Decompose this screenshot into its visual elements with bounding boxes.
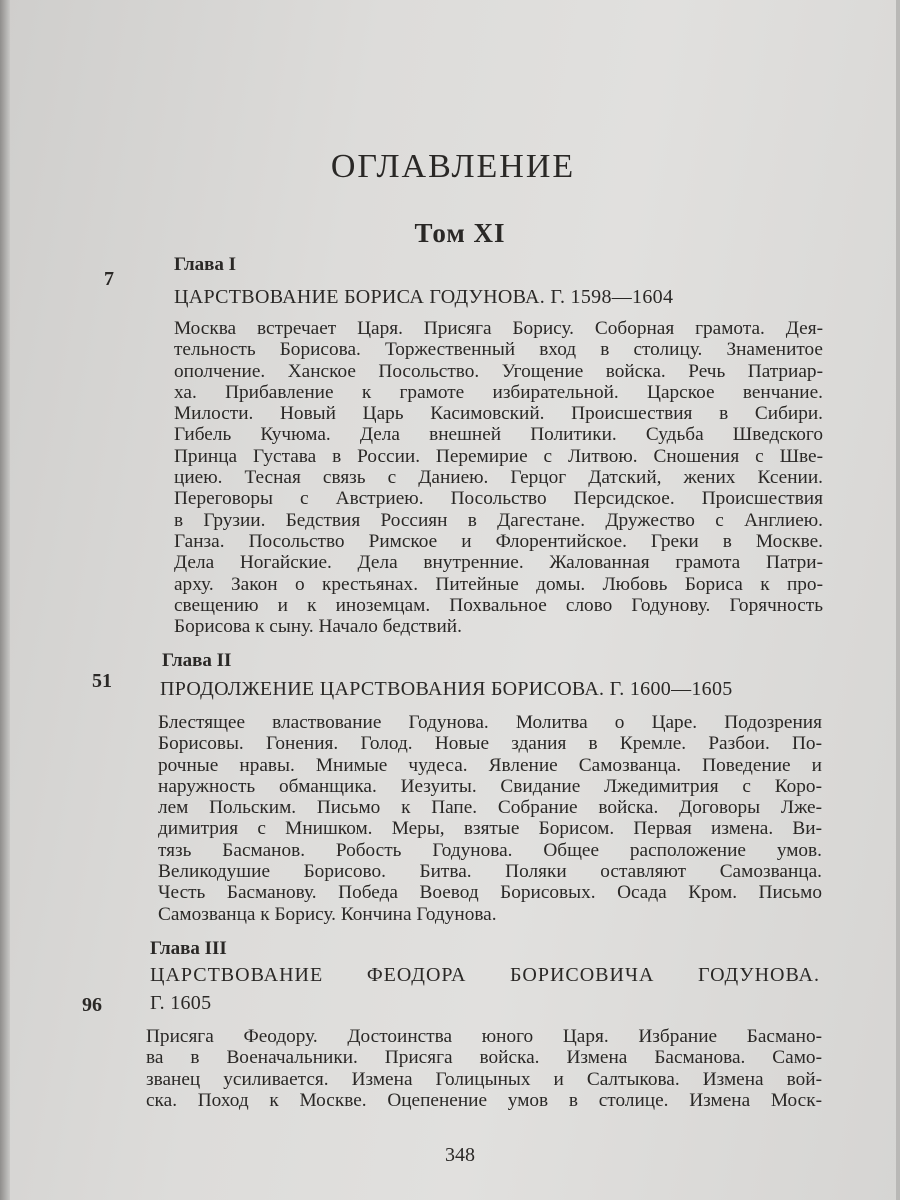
- chapter-3-title-continued: Г. 1605: [150, 992, 212, 1014]
- chapter-2-summary: [158, 712, 822, 925]
- summary-line: Честь Басманову. Победа Воевод Борисовых. Осада Кром. Письмо: [158, 882, 822, 904]
- summary-line: Переговоры с Австриею. Посольство Персидское. Происшествия: [174, 488, 823, 510]
- summary-line: циею. Тесная связь с Даниею. Герцог Датский, жених Ксении.: [174, 467, 823, 489]
- summary-line: Борисовы. Гонения. Голод. Новые здания в Кремле. Разбои. По-: [158, 733, 822, 755]
- chapter-3-summary: [146, 1026, 822, 1111]
- summary-line: димитрия с Мнишком. Меры, взятые Борисом. Первая измена. Ви-: [158, 818, 822, 840]
- summary-line: рочные нравы. Мнимые чудеса. Явление Самозванца. Поведение и: [158, 754, 822, 776]
- summary-line: Борисова к сыну. Начало бедствий.: [174, 616, 462, 638]
- page-heading: ОГЛАВЛЕНИЕ: [330, 148, 576, 185]
- summary-line: лем Польским. Письмо к Папе. Собрание войска. Договоры Лже-: [158, 797, 822, 819]
- chapter-1-summary: [174, 318, 823, 637]
- summary-line: званец усиливается. Измена Голицыных и Салтыкова. Измена вой-: [146, 1068, 822, 1090]
- summary-line: Дела Ногайские. Дела внутренние. Жалованная грамота Патри-: [174, 552, 823, 574]
- summary-line: Милости. Новый Царь Касимовский. Происшествия в Сибири.: [174, 403, 823, 425]
- volume-title: Том XI: [414, 218, 506, 248]
- summary-line: Ганза. Посольство Римское и Флорентийское. Греки в Москве.: [174, 530, 823, 552]
- summary-line: Великодушие Борисово. Битва. Поляки оставляют Самозванца.: [158, 861, 822, 883]
- summary-line: Блестящее властвование Годунова. Молитва о Царе. Подозрения: [158, 712, 822, 733]
- chapter-1-title: ЦАРСТВОВАНИЕ БОРИСА ГОДУНОВА. Г. 1598—1604: [174, 286, 674, 308]
- summary-line: Присяга Феодору. Достоинства юного Царя. Избрание Басмано-: [146, 1026, 822, 1047]
- summary-line: ха. Прибавление к грамоте избирательной. Царское венчание.: [174, 381, 823, 403]
- page-number: 348: [445, 1144, 475, 1166]
- chapter-3-label: Глава III: [150, 938, 227, 959]
- summary-line: наружность обманщика. Иезуиты. Свидание Лжедимитрия с Коро-: [158, 775, 822, 797]
- summary-line: тельность Борисова. Торжественный вход в столицу. Знаменитое: [174, 339, 823, 361]
- chapter-1-label: Глава I: [174, 254, 237, 275]
- summary-line: ва в Военачальники. Присяга войска. Измена Басманова. Само-: [146, 1047, 822, 1069]
- summary-line: Москва встречает Царя. Присяга Борису. Соборная грамота. Дея-: [174, 318, 823, 339]
- summary-line: арху. Закон о крестьянах. Питейные домы. Любовь Бориса к про-: [174, 573, 823, 595]
- summary-line: Гибель Кучюма. Дела внешней Политики. Судьба Шведского: [174, 424, 823, 446]
- summary-line: Самозванца к Борису. Кончина Годунова.: [158, 903, 497, 925]
- chapter-2-label: Глава II: [162, 650, 232, 671]
- chapter-3-title: ЦАРСТВОВАНИЕ ФЕОДОРА БОРИСОВИЧА ГОДУНОВА.: [150, 964, 820, 986]
- summary-line: тязь Басманов. Робость Годунова. Общее расположение умов.: [158, 839, 822, 861]
- summary-line: ополчение. Ханское Посольство. Угощение войска. Речь Патриар-: [174, 360, 823, 382]
- summary-line: ска. Поход к Москве. Оцепенение умов в столице. Измена Моск-: [146, 1089, 822, 1111]
- chapter-2-title: ПРОДОЛЖЕНИЕ ЦАРСТВОВАНИЯ БОРИСОВА. Г. 1600—1605: [160, 678, 733, 700]
- chapter-2-page-number: 51: [92, 670, 112, 692]
- summary-line: Принца Густава в России. Перемирие с Литвою. Сношения с Шве-: [174, 445, 823, 467]
- chapter-1-page-number: 7: [104, 268, 114, 290]
- summary-line: свещению и к иноземцам. Похвальное слово Годунову. Горячность: [174, 594, 823, 616]
- chapter-3-page-number: 96: [82, 994, 102, 1016]
- summary-line: в Грузии. Бедствия Россиян в Дагестане. Дружество с Англиею.: [174, 509, 823, 531]
